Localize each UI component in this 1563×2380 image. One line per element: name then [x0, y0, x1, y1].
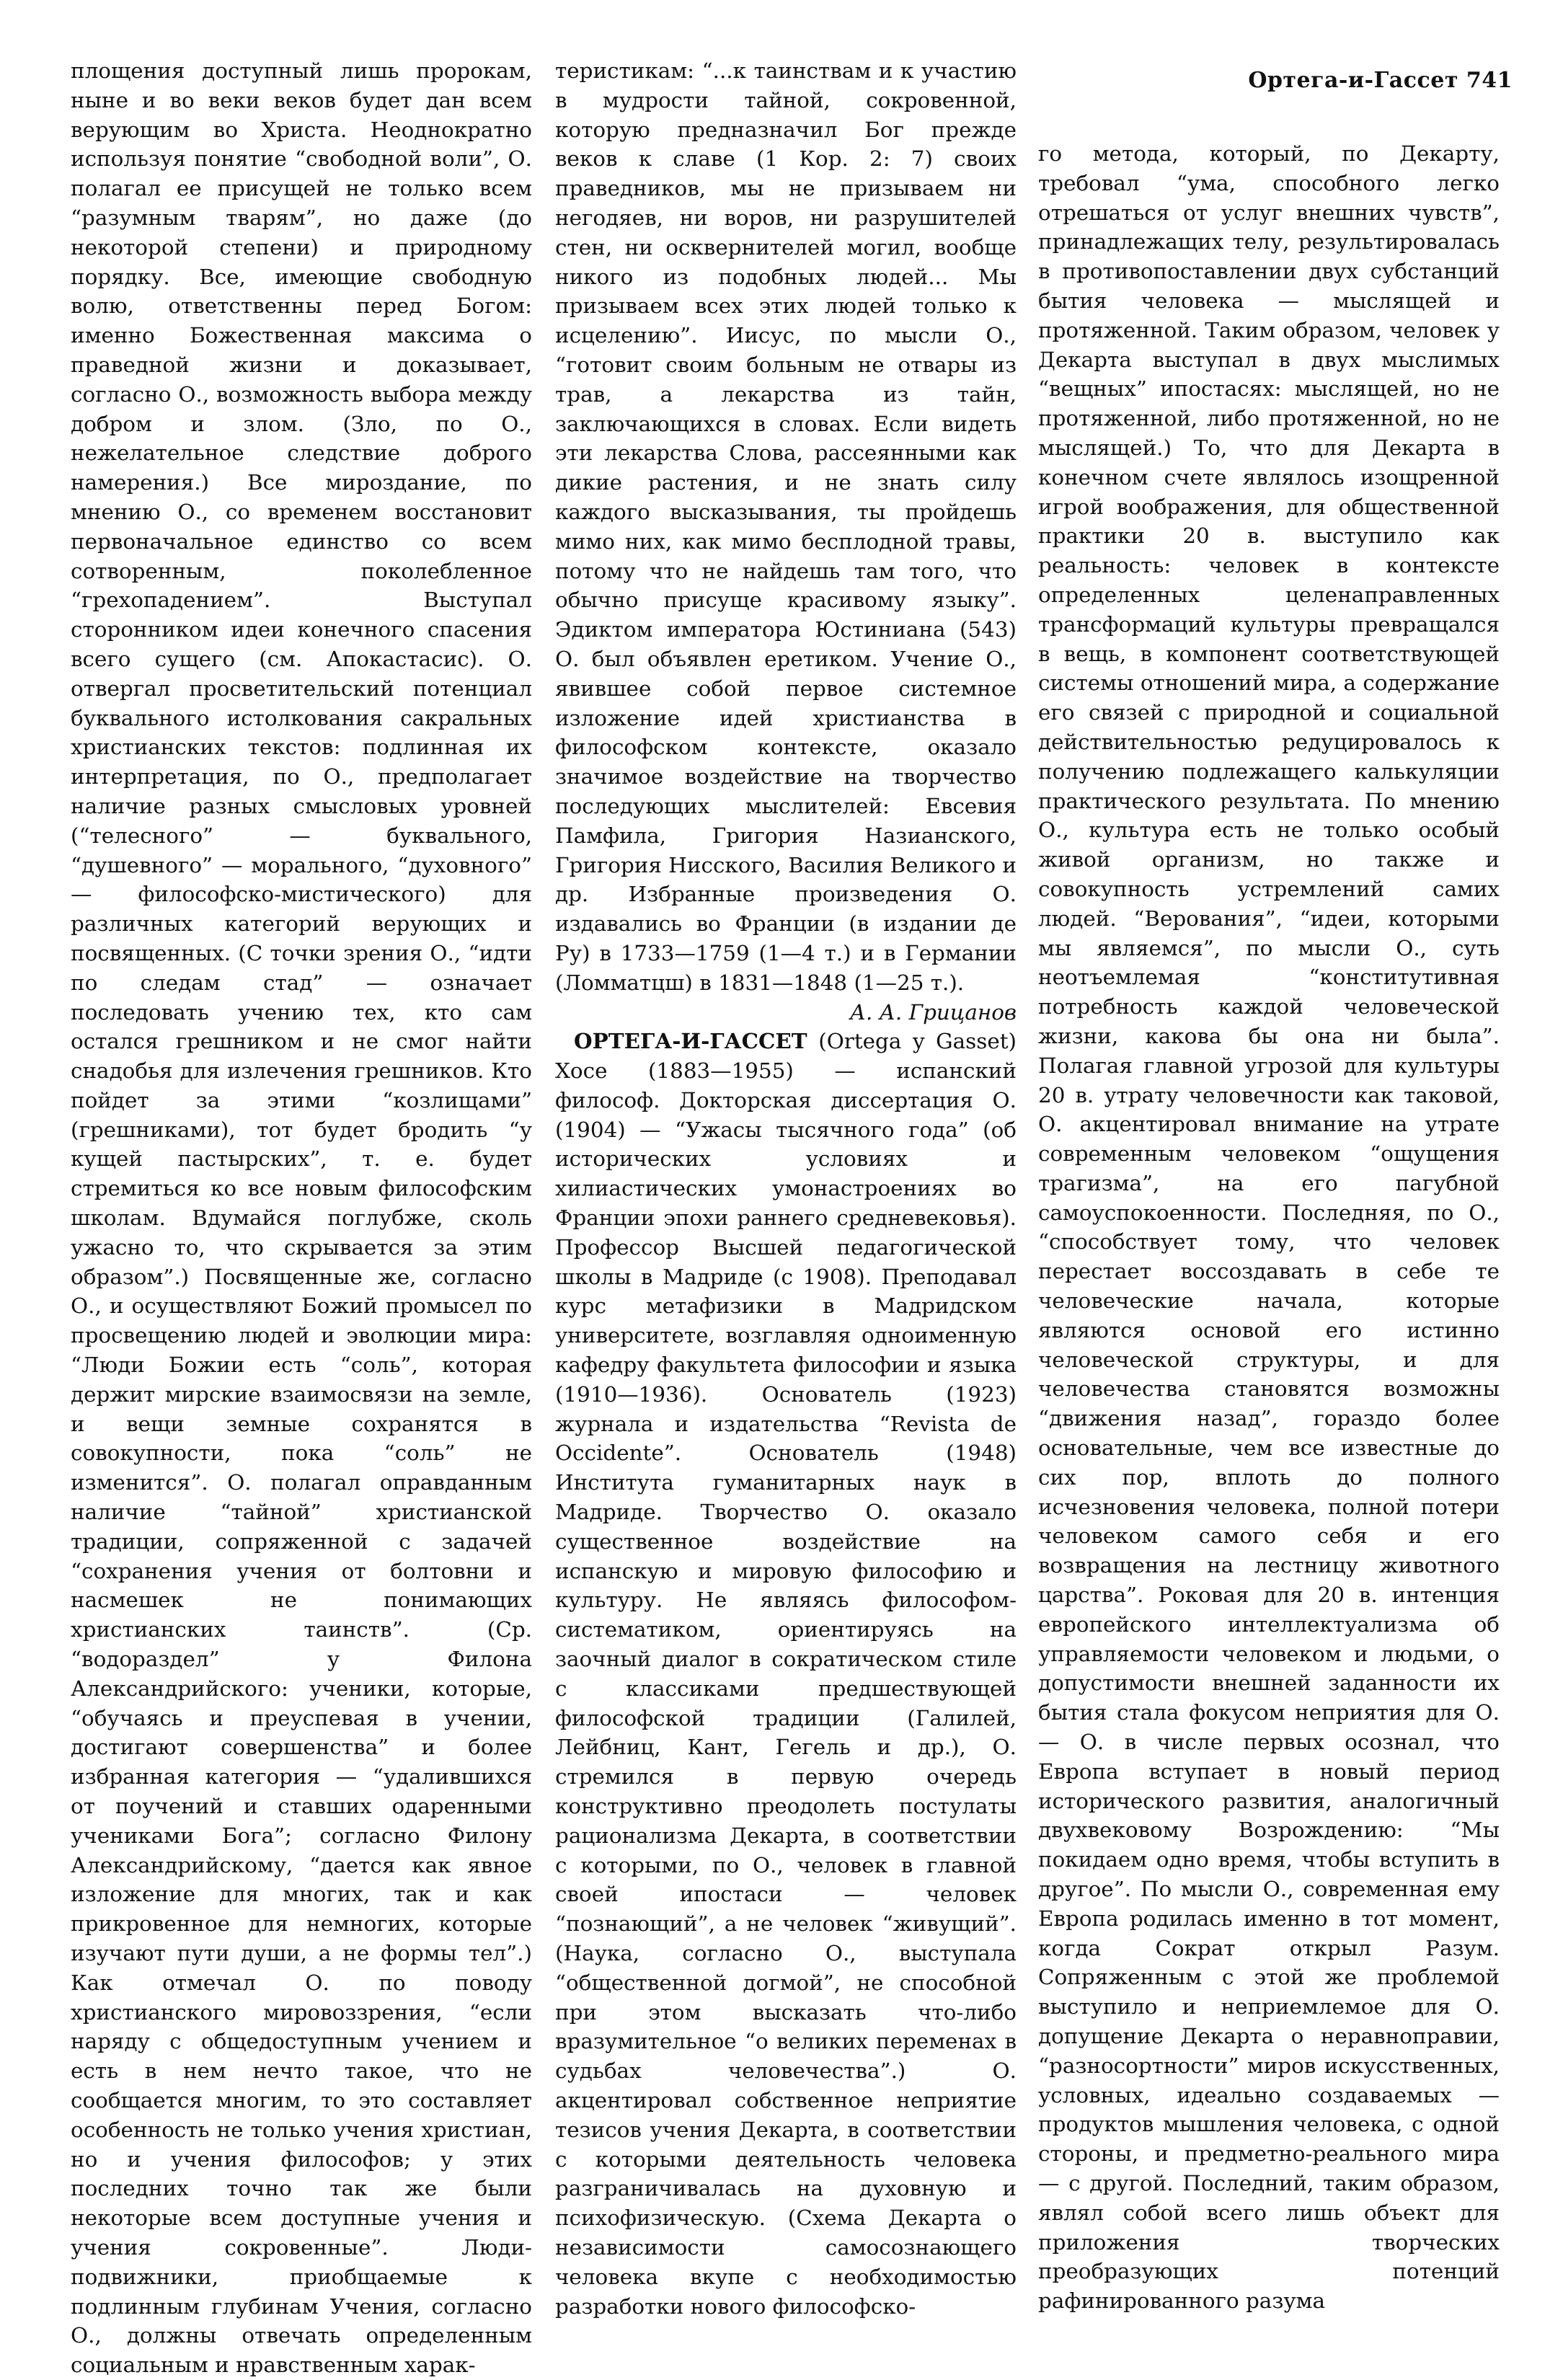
- text-column-3: [1038, 139, 1500, 2314]
- column-1-text: площения доступный лишь пророкам, ныне и во веки веков будет дан всем верующим во Христа. Неоднократно используя понятие “свободной воли”, О. полагал ее присущей не только всем “разумным тварям”, но даже (до некоторой степени) и природному порядку. Все, имеющие свободную волю, ответственны перед Богом: именно Божественная максима о праведной жизни и доказывает, согласно О., возможность выбора между добром и злом. (Зло, по О., нежелательное следствие доброго намерения.) Все мироздание, по мнению О., со временем восстановит первоначальное единство со всем сотворенным, поколебленное “грехопадением”. Выступал сторонником идеи конечного спасения всего сущего (см. Апокастасис). О. отвергал просветительский потенциал буквального истолкования сакральных христианских текстов: подлинная их интерпретация, по О., предполагает наличие разных смысловых уровней (“телесного” — буквального, “душевного” — морального, “духовного” — философско-мистического) для различных категорий верующих и посвященных. (С точки зрения О., “идти по следам стад” — означает последовать учению тех, кто сам остался грешником и не смог найти снадобья для излечения грешников. Кто пойдет за этими “козлищами” (грешниками), тот будет бродить “у кущей пастырских”, т. е. будет стремиться ко все новым философским школам. Вдумайся поглубже, сколь ужасно то, что скрывается за этим образом”.) Посвященные же, согласно О., и осуществляют Божий промысел по просвещению людей и эволюции мира: “Люди Божии есть “соль”, которая держит мирские взаимосвязи на земле, и вещи земные сохранятся в совокупности, пока “соль” не изменится”. О. полагал оправданным наличие “тайной” христианской традиции, сопряженной с задачей “сохранения учения от болтовни и насмешек не понимающих христианских таинств”. (Ср. “водораздел” у Филона Александрийского: ученики, которые, “обучаясь и преуспевая в учении, достигают совершенства” и более избранная категория — “удалившихся от поучений и ставших одаренными учениками Бога”; согласно Филону Александрийскому, “дается как явное изложение для многих, так и как прикровенное для немногих, которые изучают пути души, а не формы тел”.) Как отмечал О. по поводу христианского мировоззрения, “если наряду с общедоступным учением и есть в нем нечто такое, что не сообщается многим, то это составляет особенность не только учения христиан, но и учения философов; у этих последних точно так же были некоторые всем доступные учения и учения сокровенные”. Люди-подвижники, приобщаемые к подлинным глубинам Учения, согласно О., должны отвечать определенным социальным и нравственным харак-: [71, 58, 532, 2378]
- entry-title: ОРТЕГА-И-ГАССЕТ: [574, 1028, 807, 1054]
- entry-body: (Ortega y Gasset) Xoce (1883—1955) — испанский философ. Докторская диссертация О. (1904) — “Ужасы тысячного года” (об исторических условиях и хилиастических умонастроениях во Франции эпохи раннего средневековья). Профессор Высшей педагогической школы в Мадриде (с 1908). Преподавал курс метафизики в Мадридском университете, возглавляя одноименную кафедру факультета философии и языка (1910—1936). Основатель (1923) журнала и издательства “Revista de Occidente”. Основатель (1948) Института гуманитарных наук в Мадриде. Творчество О. оказало существенное воздействие на испанскую и мировую философию и культуру. Не являясь философом-систематиком, ориентируясь на заочный диалог в сократическом стиле с классиками предшествующей философской традиции (Галилей, Лейбниц, Кант, Гегель и др.), О. стремился в первую очередь конструктивно преодолеть постулаты рационализма Декарта, в соответствии с которыми, по О., человек в главной своей ипостаси — человек “познающий”, а не человек “живущий”. (Наука, согласно О., выступала “общественной догмой”, не способной при этом высказать что-либо вразумительное “о великих переменах в судьбах человечества”.) О. акцентировал собственное неприятие тезисов учения Декарта, в соответствии с которыми деятельность человека разграничивалась на духовную и психофизическую. (Схема Декарта о независимости самосознающего человека вкупе с необходимостью разработки нового философско-: [555, 1029, 1017, 2319]
- text-column-2: [555, 56, 1017, 2319]
- column-2-text-top: теристикам: “...к таинствам и к участию в мудрости тайной, сокровенной, которую предназначил Бог прежде веков к славе (1 Кор. 2: 7) своих праведников, мы не призываем ни негодяев, ни воров, ни разрушителей стен, ни осквернителей могил, вообще никого из подобных людей... Мы призываем всех этих людей только к исцелению”. Иисус, по мысли О., “готовит своим больным не отвары из трав, а лекарства из тайн, заключающихся в словах. Если видеть эти лекарства Слова, рассеянными как дикие растения, и не знать силу каждого высказывания, ты пройдешь мимо них, как мимо бесплодной травы, потому что не найдешь там того, что обычно присуще красивому языку”. Эдиктом императора Юстиниана (543) О. был объявлен еретиком. Учение О., явившее собой первое системное изложение идей христианства в философском контексте, оказало значимое воздействие на творчество последующих мыслителей: Евсевия Памфила, Григория Назианского, Григория Нисского, Василия Великого и др. Избранные произведения О. издавались во Франции (в издании де Ру) в 1733—1759 (1—4 т.) и в Германии (Ломматцш) в 1831—1848 (1—25 т.).: [555, 58, 1017, 995]
- text-column-1: [71, 56, 532, 2378]
- author-signature: А. А. Грицанов: [849, 999, 1017, 1025]
- running-head: Ортега-и-Гассет 741: [1248, 68, 1513, 93]
- entry-ortega: [555, 1027, 1017, 2321]
- column-3-text: го метода, который, по Декарту, требовал “ума, способного легко отрешаться от услуг внешних чувств”, принадлежащих телу, результировалась в противопоставлении двух субстанций бытия человека — мыслящей и протяженной. Таким образом, человек у Декарта выступал в двух мыслимых “вещных” ипостасях: мыслящей, но не протяженной, либо протяженной, но не мыслящей.) То, что для Декарта в конечном счете являлось изощренной игрой воображения, для общественной практики 20 в. выступило как реальность: человек в контексте определенных целенаправленных трансформаций культуры превращался в вещь, в компонент соответствующей системы отношений мира, а содержание его связей с природной и социальной действительностью редуцировалось к получению подлежащего калькуляции практического результата. По мнению О., культура есть не только особый живой организм, но также и совокупность устремлений самих людей. “Верования”, “идеи, которыми мы являемся”, по мысли О., суть неотъемлемая “конститутивная потребность каждой человеческой жизни, какова бы она ни была”. Полагая главной угрозой для культуры 20 в. утрату человечности как таковой, О. акцентировал внимание на утрате современным человеком “ощущения трагизма”, на его пагубной самоуспокоенности. Последняя, по О., “способствует тому, что человек перестает воссоздавать в себе те человеческие начала, которые являются основой его истинно человеческой структуры, и для человечества становятся возможны “движения назад”, гораздо более основательные, чем все известные до сих пор, вплоть до полного исчезновения человека, полной потери человеком самого себя и его возвращения на лестницу животного царства”. Роковая для 20 в. интенция европейского интеллектуализма об управляемости человеком и людьми, о допустимости внешней заданности их бытия стала фокусом неприятия для О. — О. в числе первых осознал, что Европа вступает в новый период исторического развития, аналогичный двухвековому Возрождению: “Мы покидаем одно время, чтобы вступить в другое”. По мысли О., современная ему Европа родилась именно в тот момент, когда Сократ открыл Разум. Сопряженным с этой же проблемой выступило и неприемлемое для О. допущение Декарта о неравноправии, “разносортности” миров искусственных, условных, идеально создаваемых — продуктов мышления человека, с одной стороны, и предметно-реального мира — с другой. Последний, таким образом, являл собой всего лишь объект для приложения творческих преобразующих потенций рафинированного разума: [1038, 141, 1500, 2314]
